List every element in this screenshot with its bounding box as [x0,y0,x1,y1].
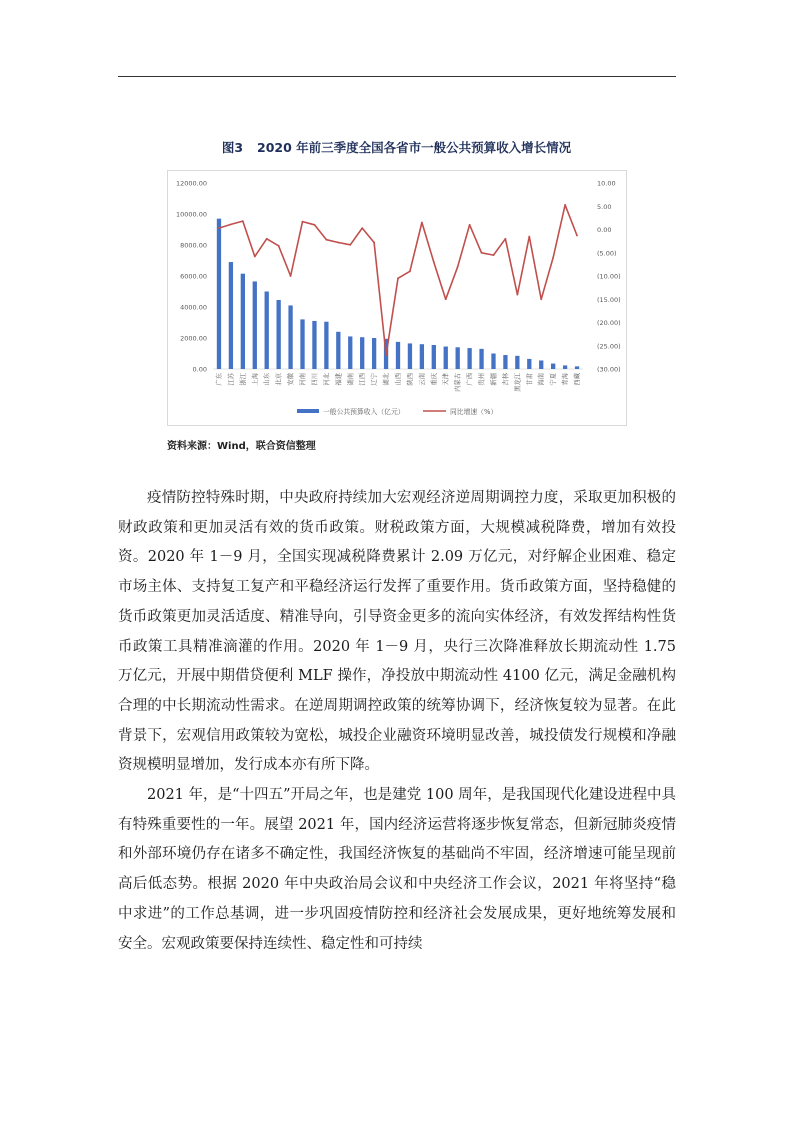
figure-title [0,138,793,156]
body-text [118,484,676,959]
bar-青海 [563,365,567,369]
bar-甘肃 [527,359,531,369]
growth-point-上海 [254,256,256,258]
category-label-福建: 福建 [335,373,343,386]
bar-辽宁 [372,338,376,369]
bar-河北 [324,322,328,369]
growth-point-河北 [325,239,327,241]
right-axis-tick-label: (10.00) [597,272,621,281]
category-label-海南: 海南 [538,373,546,386]
left-axis-tick-label: 0.00 [192,365,207,374]
category-label-山西: 山西 [395,373,402,386]
category-label-四川: 四川 [311,373,319,386]
bar-山西 [396,342,400,369]
growth-point-广西 [469,224,471,226]
growth-point-浙江 [242,220,244,222]
right-axis-tick-label: 0.00 [597,226,612,234]
category-label-黑龙江: 黑龙江 [514,373,522,392]
growth-point-辽宁 [373,242,375,244]
bar-陕西 [408,343,412,369]
category-label-江西: 江西 [359,373,367,386]
growth-point-内蒙古 [457,266,459,268]
bar-黑龙江 [515,356,519,369]
bar-河南 [300,319,304,369]
category-label-甘肃: 甘肃 [526,373,534,386]
bar-北京 [276,300,280,369]
figure-source: 资料来源：Wind，联合资信整理 [167,441,316,452]
growth-point-黑龙江 [516,294,518,296]
bar-江西 [360,337,364,369]
growth-point-福建 [337,242,339,244]
bar-广东 [217,219,221,369]
bar-湖南 [348,336,352,369]
growth-point-云南 [421,222,423,224]
legend-swatch-revenue [297,409,319,413]
growth-point-北京 [278,245,280,247]
left-axis-tick-label: 10000.00 [175,210,207,219]
category-label-浙江: 浙江 [239,373,247,386]
bar-宁夏 [551,364,555,369]
budget-revenue-chart [168,171,626,425]
growth-point-甘肃 [528,236,530,238]
bar-山东 [265,292,269,370]
category-label-辽宁: 辽宁 [371,373,379,386]
legend-label-revenue: 一般公共预算收入（亿元） [323,408,405,416]
growth-rate-line [219,205,577,355]
bar-安徽 [288,305,292,369]
figure-caption: 2020 年前三季度全国各省市一般公共预算收入增长情况 [257,140,572,155]
growth-point-贵州 [481,252,483,254]
category-label-河北: 河北 [323,373,331,386]
growth-point-安徽 [290,275,292,277]
right-axis-tick-label: (15.00) [597,295,621,304]
category-label-贵州: 贵州 [478,373,486,386]
growth-point-宁夏 [552,257,554,259]
paragraph-2: 2021 年，是“十四五”开局之年，也是建党 100 周年，是我国现代化建设进程中具有特殊重要性的一年。展望 2021 年，国内经济运营将逐步恢复常态，但新冠肺炎疫情和外部环境仍存在诸多不确定性，我国经济恢复的基础尚不牢固，经济增速可能呈现前高后低态势。根据 2020 年中央政治局会议和中央经济工作会议，2021 年将坚持“稳中求进”的工作总基调，进一步巩固疫情防控和经济社会发展成果，更好地统筹发展和安全。宏观政策要保持连续性、稳定性和可持续 [118,787,676,952]
bar-浙江 [241,274,245,369]
growth-point-新疆 [493,254,495,256]
growth-point-重庆 [433,261,435,263]
growth-point-吉林 [505,238,507,240]
category-label-北京: 北京 [275,373,283,386]
growth-point-山东 [266,238,268,240]
bar-重庆 [432,345,436,369]
right-axis-tick-label: (25.00) [597,342,621,351]
growth-point-山西 [397,277,399,279]
category-label-宁夏: 宁夏 [550,373,558,386]
category-label-安徽: 安徽 [287,373,295,386]
growth-point-天津 [445,298,447,300]
category-label-江苏: 江苏 [227,373,235,386]
category-label-内蒙古: 内蒙古 [454,373,462,392]
category-label-河南: 河南 [299,373,307,386]
right-axis-tick-label: (20.00) [597,319,621,327]
bar-天津 [444,347,448,369]
left-axis-tick-label: 12000.00 [175,179,207,188]
category-label-新疆: 新疆 [490,373,498,386]
category-label-云南: 云南 [418,373,426,386]
legend-label-growth: 同比增速（%） [450,408,498,416]
bar-贵州 [479,349,483,369]
growth-point-湖北 [385,354,387,356]
bar-广西 [467,348,471,369]
bar-内蒙古 [456,347,460,369]
growth-point-陕西 [409,270,411,272]
growth-point-河南 [302,221,304,223]
growth-point-江西 [361,227,363,229]
bar-海南 [539,360,543,369]
bar-西藏 [575,366,579,369]
paragraph-1: 疫情防控特殊时期，中央政府持续加大宏观经济逆周期调控力度，采取更加积极的财政政策和更加灵活有效的货币政策。财税政策方面，大规模减税降费，增加有效投资。2020 年 1－9 月，全国实现减税降费累计 2.09 万亿元，对纾解企业困难、稳定市场主体、支持复工复产和平稳经济运行发挥了重要作用。货币政策方面，坚持稳健的货币政策更加灵活适度、精准导向，引导资金更多的流向实体经济，有效发挥结构性货币政策工具精准滴灌的作用。2020 年 1－9 月，央行三次降准释放长期流动性 1.75 万亿元，开展中期借贷便利 MLF 操作，净投放中期流动性 4100 亿元，满足金融机构合理的中长期流动性需求。在逆周期调控政策的统筹协调下，经济恢复较为显著。在此背景下，宏观信用政策较为宽松，城投企业融资环境明显改善，城投债发行规模和净融资规模明显增加，发行成本亦有所下降。 [118,490,676,774]
category-label-湖北: 湖北 [383,373,391,386]
growth-point-四川 [314,224,316,226]
growth-point-湖南 [349,244,351,246]
left-axis-tick-label: 6000.00 [180,272,207,281]
growth-point-海南 [540,298,542,300]
left-axis-tick-label: 8000.00 [180,241,207,250]
category-label-重庆: 重庆 [430,373,438,386]
bar-江苏 [229,262,233,369]
chart-container [167,170,627,426]
right-axis-tick-label: 10.00 [597,179,616,188]
bar-新疆 [491,354,495,370]
header-rule [118,76,676,77]
category-label-湖南: 湖南 [347,373,355,386]
category-label-吉林: 吉林 [502,373,510,386]
right-axis-tick-label: (30.00) [597,365,621,374]
growth-point-青海 [564,204,566,206]
category-label-青海: 青海 [562,373,570,386]
category-label-陕西: 陕西 [406,373,414,386]
category-label-山东: 山东 [263,373,271,386]
right-axis-tick-label: (5.00) [597,249,617,258]
bar-四川 [312,321,316,369]
growth-point-广东 [218,227,220,229]
category-label-西藏: 西藏 [574,373,582,386]
bar-福建 [336,332,340,369]
right-axis-tick-label: 5.00 [597,202,612,211]
bar-上海 [253,281,257,369]
category-label-广西: 广西 [466,373,474,386]
bar-吉林 [503,355,507,369]
bar-云南 [420,344,424,369]
left-axis-tick-label: 2000.00 [180,334,207,343]
left-axis-tick-label: 4000.00 [180,303,207,312]
growth-point-西藏 [576,235,578,237]
category-label-上海: 上海 [251,373,259,386]
category-label-天津: 天津 [442,373,450,386]
growth-point-江苏 [230,223,232,225]
category-label-广东: 广东 [215,373,223,386]
figure-number: 图3 [221,140,244,155]
